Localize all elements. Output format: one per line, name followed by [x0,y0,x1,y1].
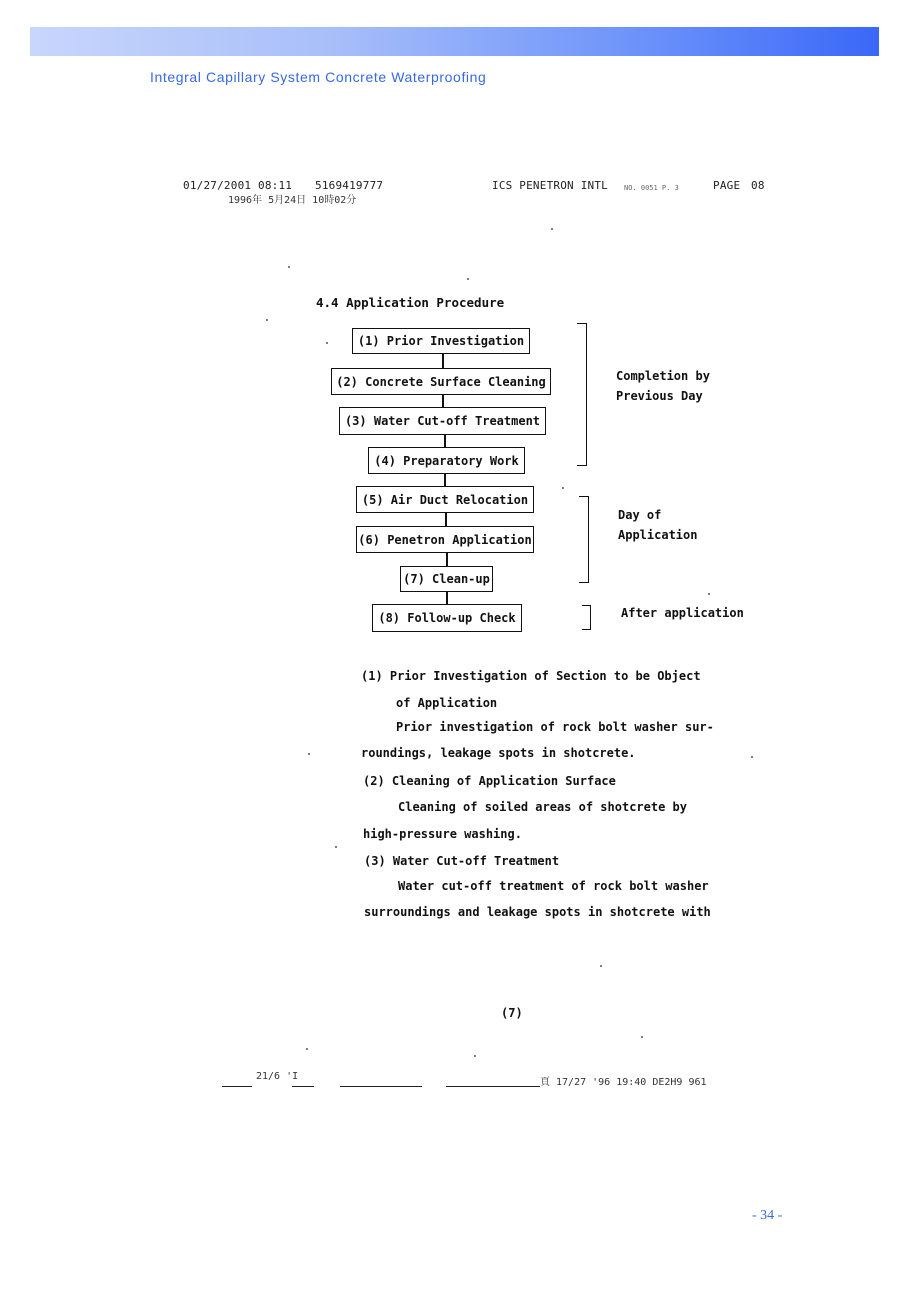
procedure-title: 4.4 Application Procedure [316,295,505,310]
flow-connector [442,354,444,368]
flow-connector [446,553,448,566]
scan-speck [708,593,710,595]
group-label-line: Completion by [616,369,710,383]
section-1-text: Prior investigation of rock bolt washer sur- [396,720,714,734]
document-title: Integral Capillary System Concrete Waterproofing [150,69,487,85]
group-label-line: Previous Day [616,389,703,403]
scan-speck [288,266,290,268]
scan-speck [308,753,310,755]
flow-connector [445,513,447,526]
step-2-box: (2) Concrete Surface Cleaning [331,368,551,395]
section-1-heading-cont: of Application [396,696,498,710]
group-bracket-after-application [582,605,591,630]
flow-connector [444,435,446,447]
scan-speck [335,846,337,848]
section-2-heading: (2) Cleaning of Application Surface [363,774,616,788]
step-8-box: (8) Follow-up Check [372,604,522,632]
section-2-text: Cleaning of soiled areas of shotcrete by [398,800,687,814]
scan-speck [474,1055,476,1057]
fax-received-stamp: 1996年 5月24日 10時02分 [228,195,357,206]
strip-line [340,1086,422,1087]
group-label-line: After application [621,606,744,620]
step-3-box: (3) Water Cut-off Treatment [339,407,546,435]
fax-sender: ICS PENETRON INTL [492,179,608,192]
section-3-heading: (3) Water Cut-off Treatment [364,854,560,868]
scan-speck [751,756,753,758]
group-label-previous-day [616,366,710,406]
scan-speck [551,228,553,230]
flow-connector [446,592,448,604]
page-number: - 34 - [752,1208,783,1223]
scan-speck [600,965,602,967]
step-4-box: (4) Preparatory Work [368,447,525,474]
fax-date: 01/27/2001 [183,179,252,192]
scan-page-number: (7) [501,1006,523,1020]
section-2-text-cont: high-pressure washing. [363,827,522,841]
section-1-text-cont: roundings, leakage spots in shotcrete. [361,746,636,760]
group-label-after-application [621,603,744,623]
flow-connector [444,474,446,486]
group-label-line: Day of [618,508,662,522]
scan-speck [326,342,328,344]
strip-line [446,1086,540,1087]
group-label-day-of-application [618,505,697,545]
group-bracket-day-of-application [579,496,589,583]
scan-speck [641,1036,643,1038]
section-3-text-cont: surroundings and leakage spots in shotcrete with [364,905,711,919]
step-5-box: (5) Air Duct Relocation [356,486,534,513]
group-label-line: Application [618,528,698,542]
group-bracket-previous-day [577,323,587,466]
scan-speck [467,278,469,280]
flow-connector [442,395,444,407]
scan-speck [562,487,564,489]
strip-line [222,1086,252,1087]
scan-speck [306,1048,308,1050]
section-1-heading: (1) Prior Investigation of Section to be Object [361,669,701,683]
fax-phone: 5169419777 [315,179,384,192]
step-7-box: (7) Clean-up [400,566,493,592]
fax-page-label: PAGE [713,179,741,192]
fax-number-noise: NO. 0051 P. 3 [624,184,679,192]
scan-speck [266,319,268,321]
fax-time: 08:11 [258,179,293,192]
section-3-text: Water cut-off treatment of rock bolt washer [398,879,709,893]
step-1-box: (1) Prior Investigation [352,328,530,354]
step-6-box: (6) Penetron Application [356,526,534,553]
strip-right-text: 頁 17/27 '96 19:40 DE2H9 961 [540,1077,707,1088]
strip-line [292,1086,314,1087]
strip-left-text: 21/6 'I [256,1071,299,1082]
fax-page-value: 08 [751,179,765,192]
